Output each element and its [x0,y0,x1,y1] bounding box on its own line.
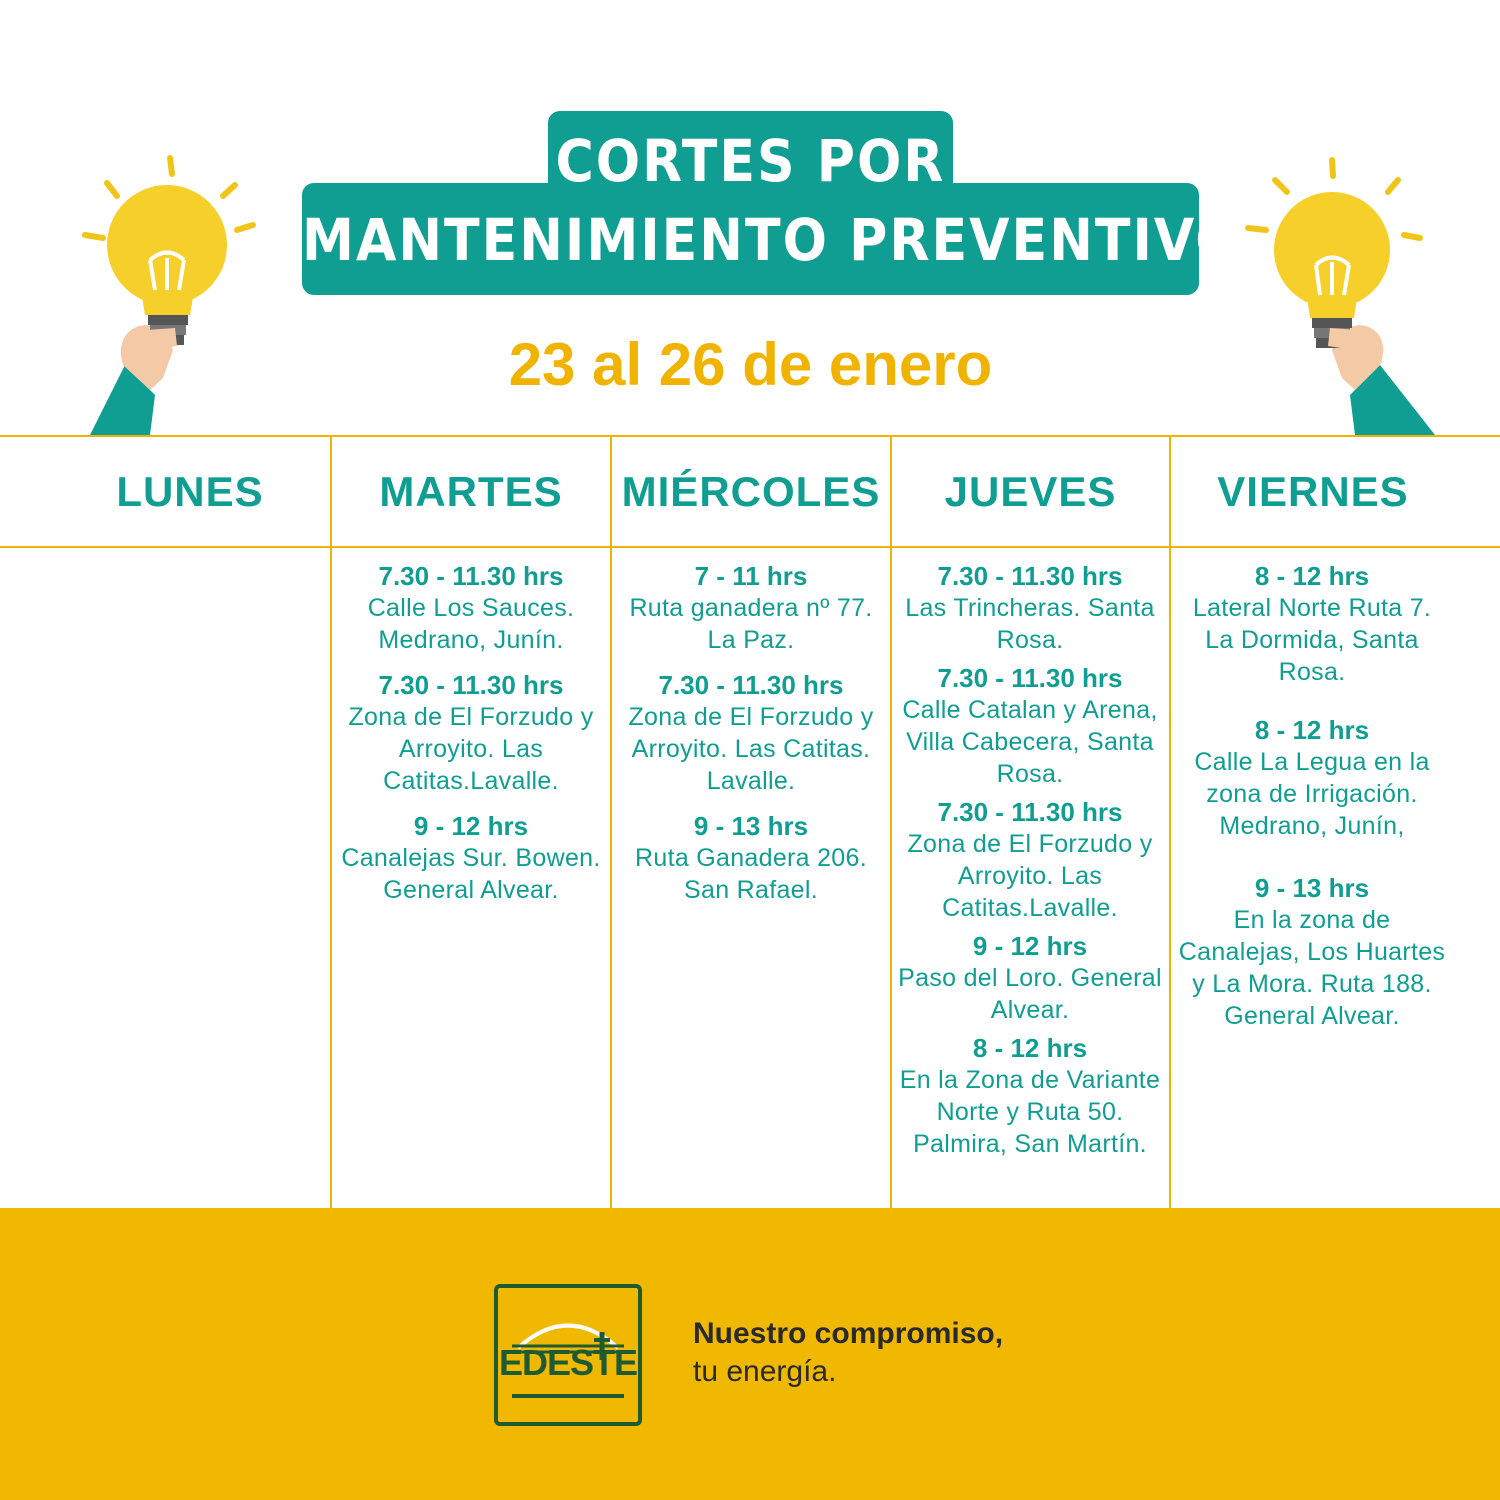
tagline-line1: Nuestro compromiso, [693,1317,1004,1350]
entry-place: Calle Los Sauces. Medrano, Junín. [367,594,575,654]
entry-time: 7.30 - 11.30 hrs [658,670,844,700]
entry-place: Paso del Loro. General Alvear. [898,964,1162,1024]
entry-place: En la zona de Canalejas, Los Huartes y La Mora. Ruta 188. General Alvear. [1178,906,1446,1030]
edeste-logo [494,1284,642,1426]
day-header-lunes: LUNES [116,468,264,515]
entry-time: 9 - 13 hrs [1254,873,1370,903]
column-martes [340,560,602,919]
schedule-entry [1176,714,1448,842]
logo-wordmark: EDESTE [498,1342,638,1383]
column-divider [610,435,612,1208]
schedule-entry [340,810,602,906]
entry-place: Calle La Legua en la zona de Irrigación. Medrano, Junín, [1194,748,1430,840]
tagline-line2: tu energía. [693,1355,837,1388]
entry-place: Lateral Norte Ruta 7. La Dormida, Santa Rosa. [1192,594,1432,686]
table-header-rule [0,546,1500,548]
entry-place: Zona de El Forzudo y Arroyito. Las Catitas.Lavalle. [907,830,1153,922]
column-divider [1169,435,1171,1208]
schedule-entry [896,560,1164,656]
entry-place: Zona de El Forzudo y Arroyito. Las Catitas.Lavalle. [348,703,594,795]
entry-time: 8 - 12 hrs [1254,715,1370,745]
entry-time: 7.30 - 11.30 hrs [378,670,564,700]
page-title-line1: CORTES POR [555,127,946,195]
schedule-entry [340,560,602,656]
page-title-line2: MANTENIMIENTO PREVENTIVO [302,206,1242,274]
entry-place: En la Zona de Variante Norte y Ruta 50. Palmira, San Martín. [899,1066,1161,1158]
entry-place: Calle Catalan y Arena, Villa Cabecera, Santa Rosa. [902,696,1158,788]
schedule-entry [618,560,884,656]
entry-place: Canalejas Sur. Bowen. General Alvear. [341,844,601,904]
column-divider [330,435,332,1208]
column-jueves [896,560,1164,1160]
entry-time: 7.30 - 11.30 hrs [378,561,564,591]
lightbulb-hand-right-icon [1230,150,1450,480]
entry-time: 9 - 12 hrs [972,931,1088,961]
tagline [693,1315,1003,1391]
day-header-miercoles: MIÉRCOLES [621,468,881,515]
entry-time: 7.30 - 11.30 hrs [937,663,1123,693]
entry-time: 8 - 12 hrs [972,1033,1088,1063]
entry-place: Ruta Ganadera 206. San Rafael. [635,844,867,904]
schedule-entry [1176,872,1448,1032]
schedule-entry [618,810,884,906]
column-divider [890,435,892,1208]
schedule-entry [896,930,1164,1026]
schedule-entry [1176,560,1448,688]
entry-time: 7.30 - 11.30 hrs [937,561,1123,591]
schedule-entry [618,669,884,797]
entry-place: Zona de El Forzudo y Arroyito. Las Catitas. Lavalle. [628,703,874,795]
entry-time: 7.30 - 11.30 hrs [937,797,1123,827]
column-miercoles [618,560,884,919]
lightbulb-hand-left-icon [55,150,275,480]
day-header-jueves: JUEVES [944,468,1117,515]
day-header-viernes: VIERNES [1217,468,1409,515]
date-range: 23 al 26 de enero [508,331,993,398]
column-viernes [1176,560,1448,1045]
entry-time: 9 - 13 hrs [693,811,809,841]
schedule-entry [896,796,1164,924]
entry-time: 7 - 11 hrs [694,561,808,591]
table-top-rule [0,435,1500,437]
entry-place: Ruta ganadera nº 77. La Paz. [629,594,873,654]
entry-time: 8 - 12 hrs [1254,561,1370,591]
schedule-entry [340,669,602,797]
schedule-entry [896,662,1164,790]
entry-place: Las Trincheras. Santa Rosa. [905,594,1155,654]
day-header-martes: MARTES [379,468,563,515]
entry-time: 9 - 12 hrs [413,811,529,841]
schedule-entry [896,1032,1164,1160]
